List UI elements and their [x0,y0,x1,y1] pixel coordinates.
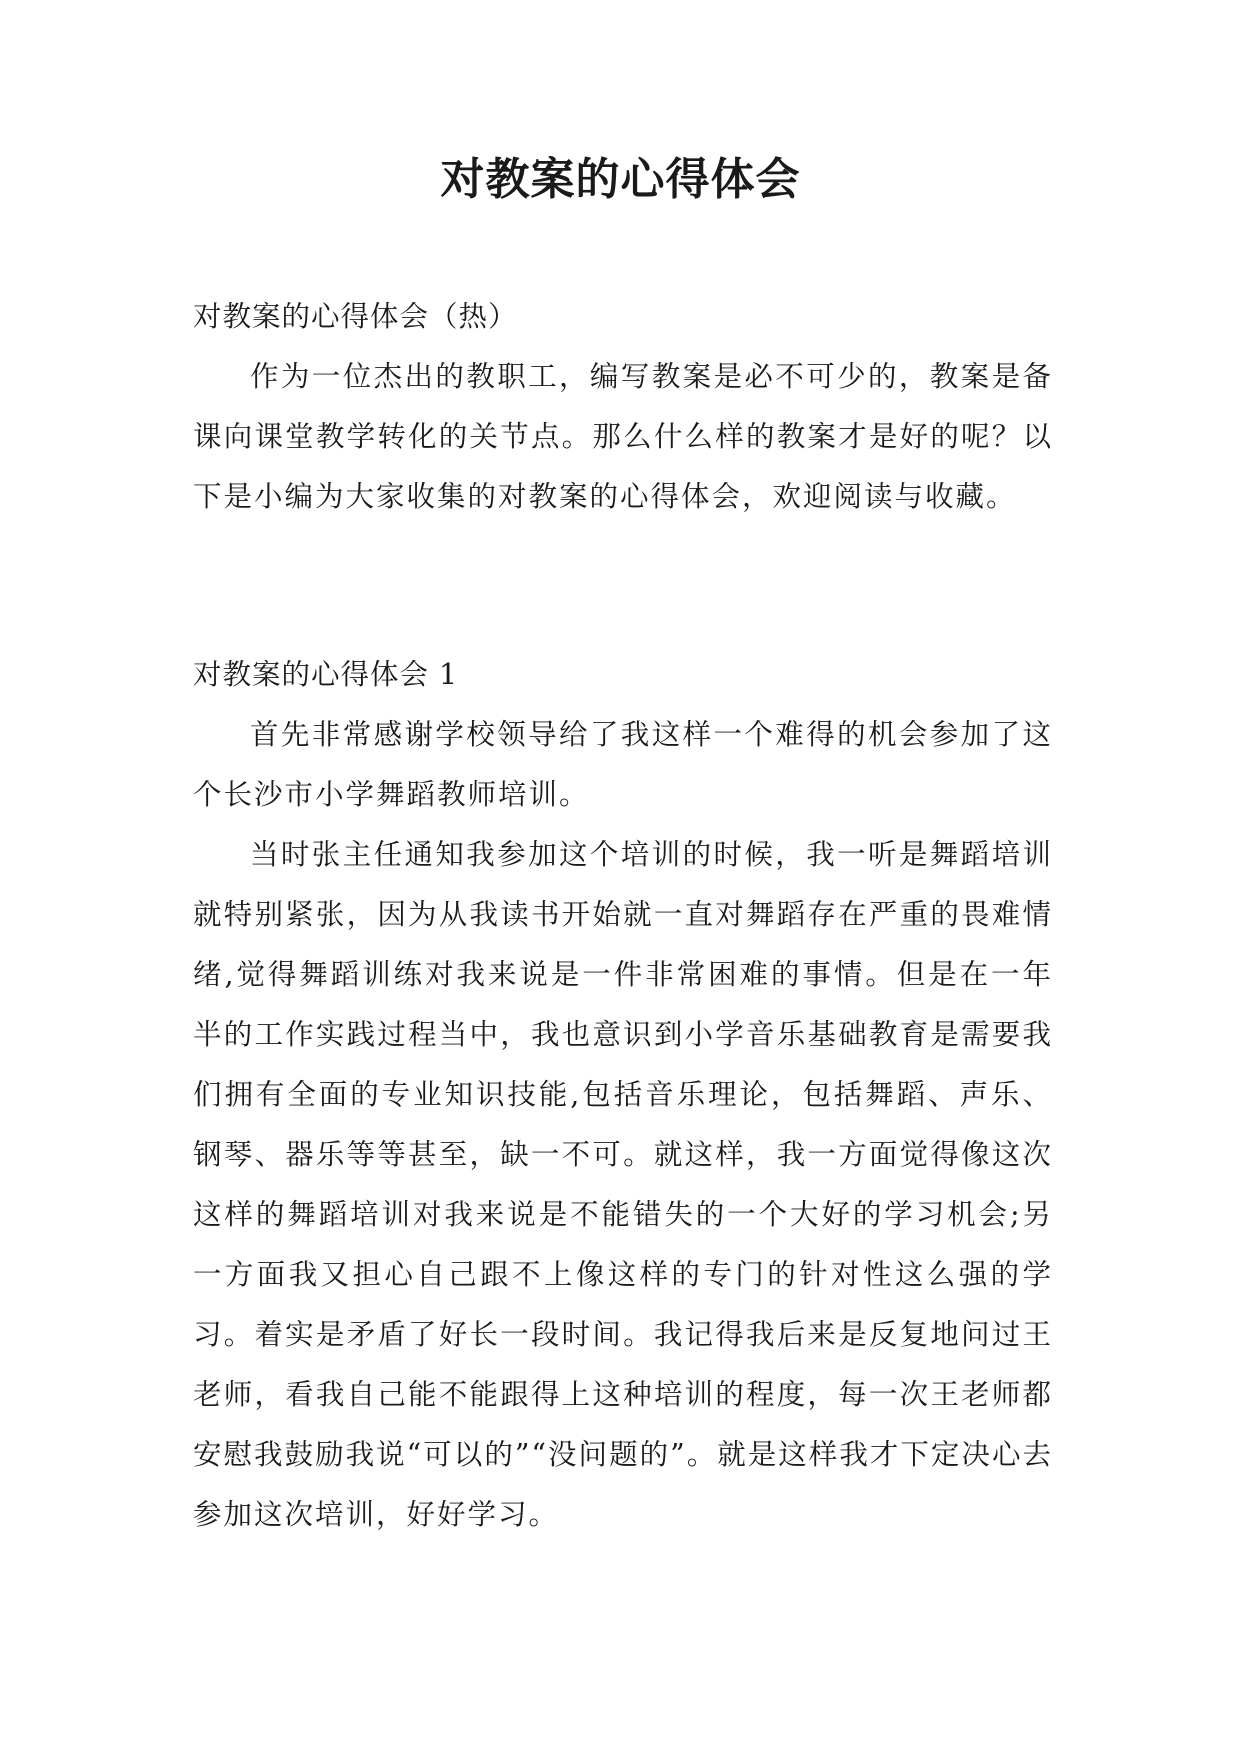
document-title: 对教案的心得体会 [440,154,801,205]
section-spacer [193,527,1053,645]
intro-heading: 对教案的心得体会（热） [193,300,518,333]
intro-paragraph: 作为一位杰出的教职工，编写教案是必不可少的，教案是备课向课堂教学转化的关节点。那么什么样的教案才是好的呢？以下是小编为大家收集的对教案的心得体会，欢迎阅读与收藏。 [193,360,1053,513]
document-body [193,287,1053,1545]
section-1-paragraph-1: 首先非常感谢学校领导给了我这样一个难得的机会参加了这个长沙市小学舞蹈教师培训。 [193,718,1053,811]
section-1-paragraph-2: 当时张主任通知我参加这个培训的时候，我一听是舞蹈培训就特别紧张，因为从我读书开始就一直对舞蹈存在严重的畏难情绪,觉得舞蹈训练对我来说是一件非常困难的事情。但是在一年半的工作实践过程当中，我也意识到小学音乐基础教育是需要我们拥有全面的专业知识技能,包括音乐理论，包括舞蹈、声乐、钢琴、器乐等等甚至，缺一不可。就这样，我一方面觉得像这次这样的舞蹈培训对我来说是不能错失的一个大好的学习机会;另一方面我又担心自己跟不上像这样的专门的针对性这么强的学习。着实是矛盾了好长一段时间。我记得我后来是反复地问过王老师，看我自己能不能跟得上这种培训的程度，每一次王老师都安慰我鼓励我说“可以的”“没问题的”。就是这样我才下定决心去参加这次培训，好好学习。 [193,838,1053,1531]
section-1-heading: 对教案的心得体会 1 [193,658,459,691]
